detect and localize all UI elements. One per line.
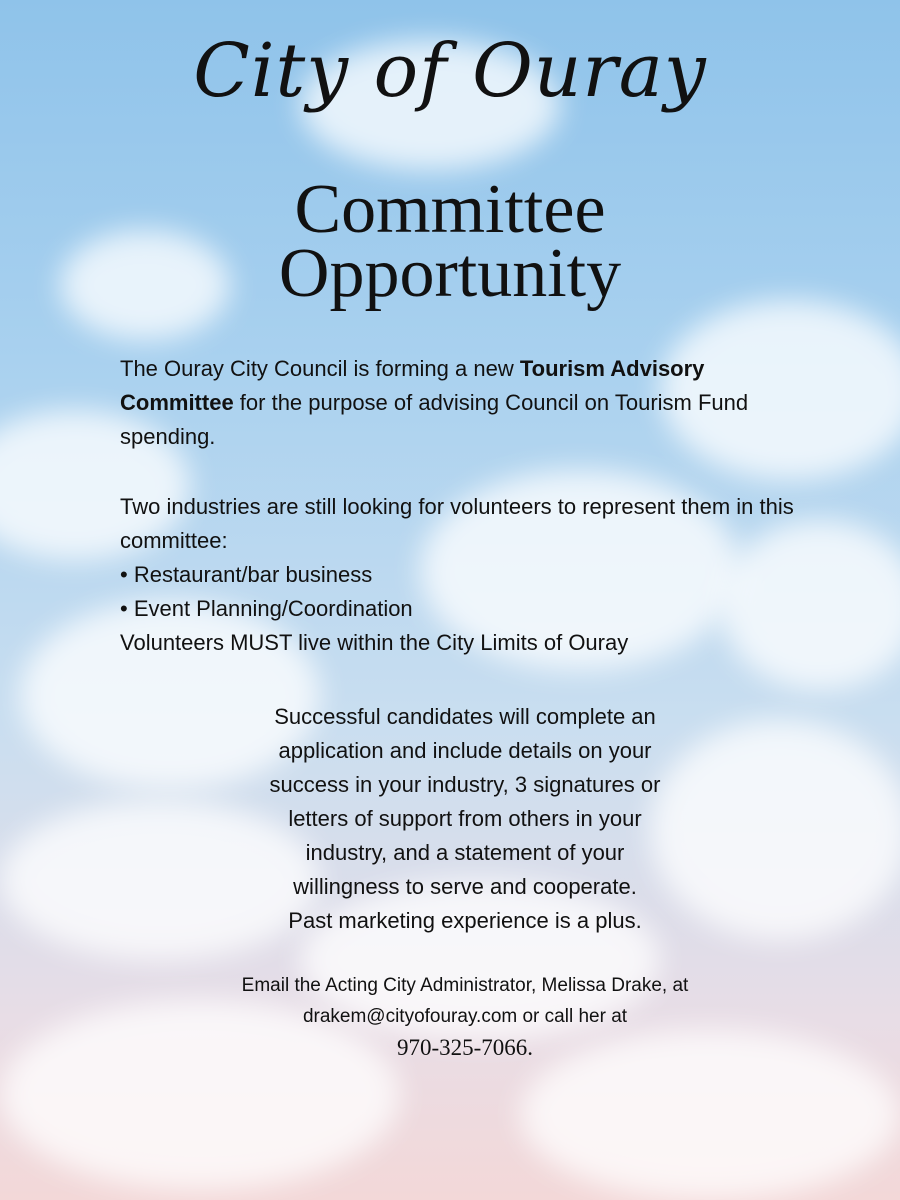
application-line: industry, and a statement of your <box>305 840 625 865</box>
application-line: letters of support from others in your <box>288 806 642 831</box>
contact-email-line: drakem@cityofouray.com or call her at <box>302 1006 628 1027</box>
title-line-2: Opportunity <box>278 235 622 312</box>
intro-text-before: The Ouray City Council is forming a new <box>120 356 520 381</box>
needs-paragraph <box>120 490 820 660</box>
committee-name: Tourism Advisory Committee <box>120 356 705 415</box>
residency-requirement: Volunteers MUST live within the City Limits of Ouray <box>120 630 629 655</box>
application-line: willingness to serve and cooperate. <box>293 874 637 899</box>
application-line: Successful candidates will complete an <box>274 704 656 729</box>
application-paragraph <box>200 700 730 938</box>
contact-line-1: Email the Acting City Administrator, Melissa Drake, at <box>241 975 689 996</box>
intro-paragraph <box>120 352 800 454</box>
needs-lead: Two industries are still looking for volunteers to represent them in this committee: <box>120 494 794 553</box>
contact-phone: 970-325-7066. <box>396 1035 534 1060</box>
needs-item-event-planning: • Event Planning/Coordination <box>120 596 413 621</box>
application-line: Past marketing experience is a plus. <box>288 908 642 933</box>
intro-text-after: for the purpose of advising Council on Tourism Fund spending. <box>120 390 749 449</box>
title-line-1: Committee <box>294 171 606 248</box>
page-title <box>0 171 900 312</box>
city-script-title: City of Ouray <box>193 28 707 114</box>
contact-paragraph <box>150 970 780 1063</box>
application-line: application and include details on your <box>278 738 652 763</box>
needs-item-restaurant: • Restaurant/bar business <box>120 562 373 587</box>
application-line: success in your industry, 3 signatures or <box>269 772 661 797</box>
